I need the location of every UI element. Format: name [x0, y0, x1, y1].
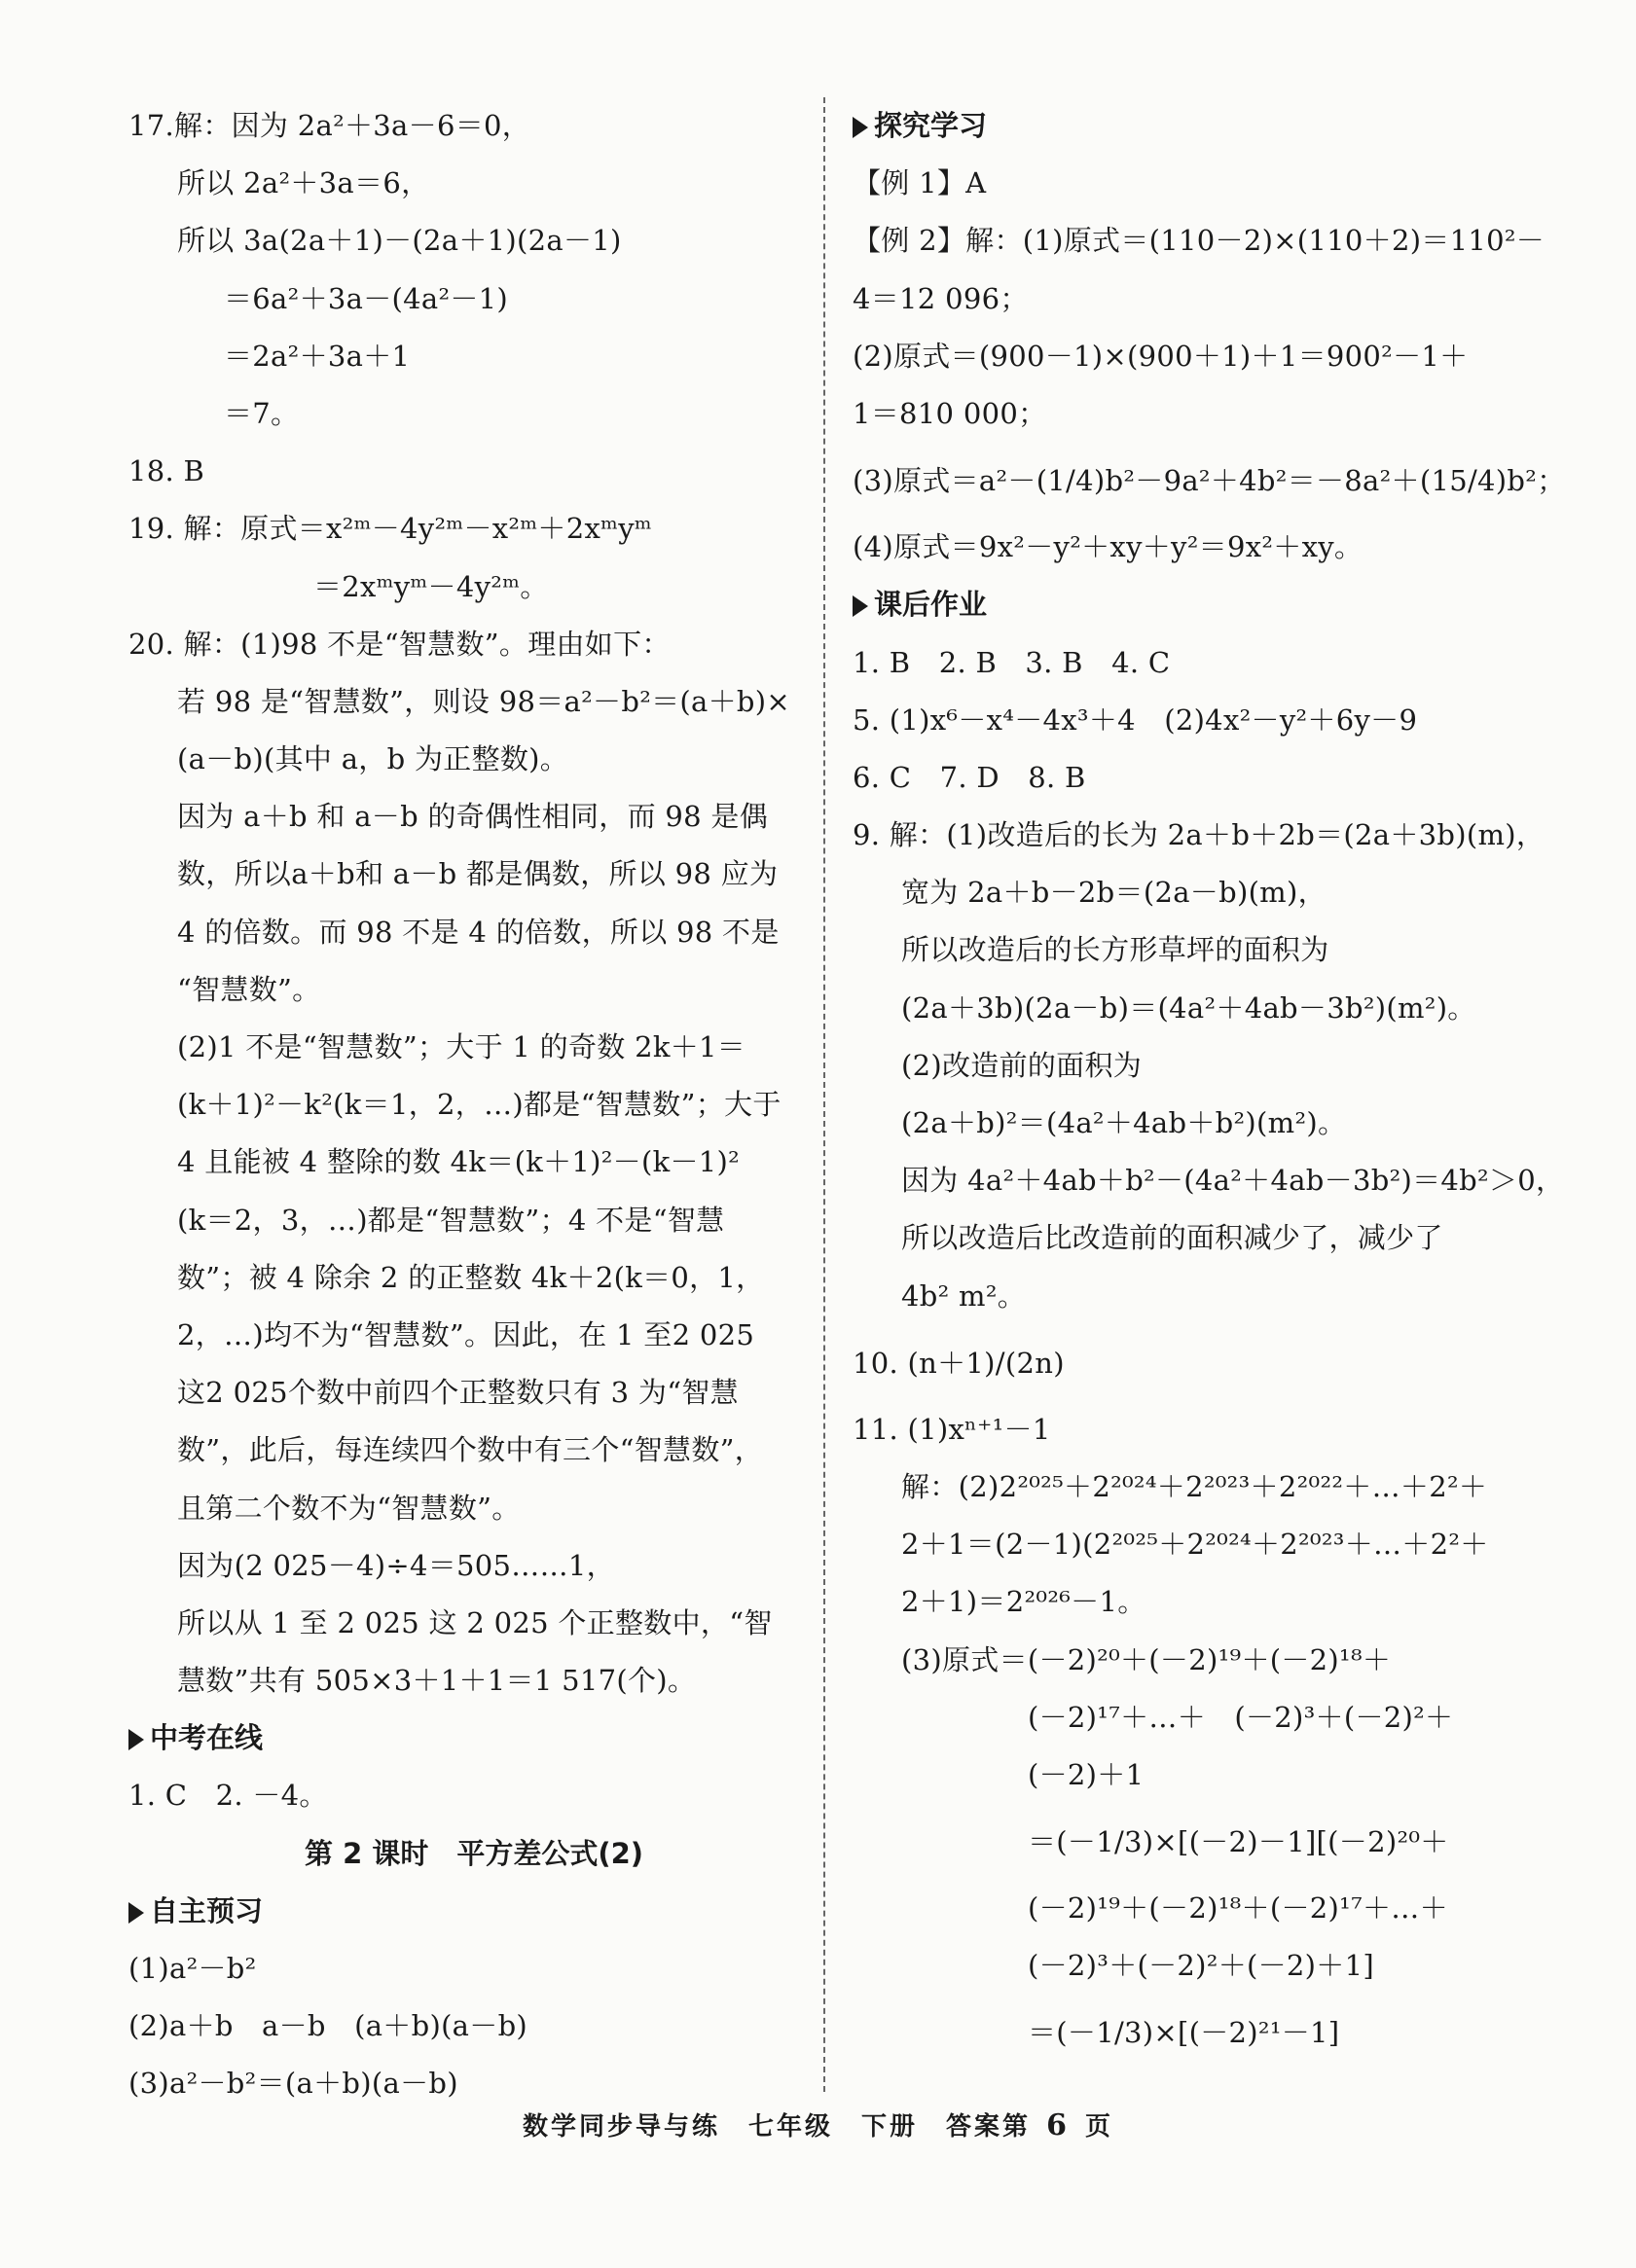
answer-line: 这2 025个数中前四个正整数只有 3 为“智慧 [177, 1376, 739, 1410]
section-heading [128, 1710, 800, 1767]
answer-line: (3)原式＝a²－(1/4)b²－9a²＋4b²＝－8a²＋(15/4)b²； [853, 464, 1566, 498]
answer-line: 2＋1)＝2²⁰²⁶－1。 [901, 1585, 1146, 1619]
answer-line: 慧数”共有 505×3＋1＋1＝1 517(个)。 [177, 1664, 697, 1698]
section-heading [853, 97, 1534, 155]
answer-line: 2，…)均不为“智慧数”。因此，在 1 至2 025 [177, 1317, 755, 1351]
answer-line: 2＋1＝(2－1)(2²⁰²⁵＋2²⁰²⁴＋2²⁰²³＋…＋2²＋ [901, 1528, 1489, 1562]
answer-line: 1. C 2. －4。 [128, 1779, 328, 1813]
triangle-bullet-icon [853, 595, 868, 617]
answer-line: (4)原式＝9x²－y²＋xy＋y²＝9x²＋xy。 [853, 530, 1363, 564]
section-heading [128, 1883, 800, 1940]
answer-line: 所以 2a²＋3a＝6， [177, 166, 430, 200]
answer-line: (2)1 不是“智慧数”；大于 1 的奇数 2k＋1＝ [177, 1030, 746, 1063]
column-divider [823, 97, 825, 2092]
answer-line: (－2)＋1 [1028, 1757, 1145, 1791]
right-column [853, 97, 1566, 2070]
footer-text: 数学同步导与练 七年级 下册 答案第 [522, 2112, 1031, 2142]
answer-line: (3)a²－b²＝(a＋b)(a－b) [128, 2067, 458, 2101]
answer-line: 4 且能被 4 整除的数 4k＝(k＋1)²－(k－1)² [177, 1145, 741, 1179]
answer-line: 4＝12 096； [853, 281, 1029, 315]
answer-line: (2a＋b)²＝(4a²＋4ab＋b²)(m²)。 [901, 1106, 1347, 1139]
section-heading-text: 课后作业 [874, 588, 988, 622]
answer-line: (2)改造前的面积为 [901, 1048, 1143, 1082]
answer-line: 9. 解：(1)改造后的长为 2a＋b＋2b＝(2a＋3b)(m)， [853, 818, 1545, 852]
answer-line: (－2)¹⁹＋(－2)¹⁸＋(－2)¹⁷＋…＋ [1028, 1891, 1448, 1926]
answer-line: 数”；被 4 除余 2 的正整数 4k＋2(k＝0，1， [177, 1260, 765, 1294]
section-heading-text: 探究学习 [874, 109, 988, 142]
answer-line: 【例 2】解：(1)原式＝(110－2)×(110＋2)＝110²－ [853, 224, 1545, 258]
left-column [128, 97, 800, 2113]
answer-line: 【例 1】A [853, 166, 987, 200]
answer-line: ＝6a²＋3a－(4a²－1) [224, 281, 509, 315]
answer-line: 4b² m²。 [901, 1278, 1027, 1313]
answer-line: 因为 4a²＋4ab＋b²－(4a²＋4ab－3b²)＝4b²＞0， [901, 1164, 1565, 1198]
answer-line: ＝2a²＋3a＋1 [224, 339, 411, 373]
answer-line: 因为(2 025－4)÷4＝505……1， [177, 1548, 615, 1582]
answer-line: 所以改造后比改造前的面积减少了，减少了 [901, 1221, 1443, 1255]
answer-line: 所以 3a(2a＋1)－(2a＋1)(2a－1) [177, 224, 622, 258]
triangle-bullet-icon [853, 117, 868, 138]
answer-line: 且第二个数不为“智慧数”。 [177, 1491, 521, 1525]
section-heading [853, 576, 1534, 633]
answer-line: 10. (n＋1)/(2n) [853, 1346, 1065, 1380]
answer-line: 4 的倍数。而 98 不是 4 的倍数，所以 98 不是 [177, 915, 780, 949]
answer-line: (－2)³＋(－2)²＋(－2)＋1] [1028, 1949, 1374, 1983]
answer-line: 17.解：因为 2a²＋3a－6＝0， [128, 109, 531, 142]
footer-page-label: 页 [1085, 2112, 1114, 2142]
answer-line: 数，所以a＋b和 a－b 都是偶数，所以 98 应为 [177, 857, 779, 891]
answer-line: ＝7。 [224, 396, 300, 430]
answer-line: (2a＋3b)(2a－b)＝(4a²＋4ab－3b²)(m²)。 [901, 990, 1476, 1025]
section-heading-text: 中考在线 [150, 1721, 264, 1755]
answer-line: (1)a²－b² [128, 1952, 257, 1985]
answer-line: 1＝810 000； [853, 396, 1047, 430]
section-heading-text: 自主预习 [150, 1893, 264, 1927]
answer-line: 所以从 1 至 2 025 这 2 025 个正整数中，“智 [177, 1605, 773, 1639]
answer-line: ＝2xᵐyᵐ－4y²ᵐ。 [313, 569, 549, 603]
answer-line: 宽为 2a＋b－2b＝(2a－b)(m)， [901, 876, 1327, 910]
answer-line: 因为 a＋b 和 a－b 的奇偶性相同，而 98 是偶 [177, 800, 769, 834]
answer-line: 19. 解：原式＝x²ᵐ－4y²ᵐ－x²ᵐ＋2xᵐyᵐ [128, 512, 652, 546]
answer-line: 20. 解：(1)98 不是“智慧数”。理由如下： [128, 627, 671, 661]
answer-line: 数”，此后，每连续四个数中有三个“智慧数”， [177, 1433, 764, 1467]
answer-line: (k＋1)²－k²(k＝1，2，…)都是“智慧数”；大于 [177, 1088, 782, 1122]
answer-line: (k＝2，3，…)都是“智慧数”；4 不是“智慧 [177, 1203, 725, 1237]
page-footer [0, 2106, 1636, 2142]
answer-line: 6. C 7. D 8. B [853, 760, 1086, 794]
answer-line: 所以改造后的长方形草坪的面积为 [901, 933, 1329, 967]
triangle-bullet-icon [128, 1729, 144, 1750]
answer-line: 11. (1)xⁿ⁺¹－1 [853, 1412, 1051, 1446]
page-number: 6 [1046, 2108, 1070, 2142]
answer-line: 1. B 2. B 3. B 4. C [853, 645, 1171, 679]
answer-line: 18. B [128, 454, 205, 488]
answer-line: 5. (1)x⁶－x⁴－4x³＋4 (2)4x²－y²＋6y－9 [853, 702, 1418, 737]
answer-line: ＝(－1/3)×[(－2)²¹－1] [1028, 2016, 1340, 2050]
answer-line: (a－b)(其中 a，b 为正整数)。 [177, 742, 569, 776]
answer-line: (2)原式＝(900－1)×(900＋1)＋1＝900²－1＋ [853, 339, 1469, 373]
triangle-bullet-icon [128, 1902, 144, 1924]
answer-line: “智慧数”。 [177, 972, 321, 1006]
lesson-title: 第 2 课时 平方差公式(2) [304, 1836, 644, 1870]
answer-line: (－2)¹⁷＋…＋ (－2)³＋(－2)²＋ [1028, 1700, 1454, 1734]
answer-line: (3)原式＝(－2)²⁰＋(－2)¹⁹＋(－2)¹⁸＋ [901, 1642, 1392, 1676]
answer-line: (2)a＋b a－b (a＋b)(a－b) [128, 2009, 528, 2043]
answer-line: ＝(－1/3)×[(－2)－1][(－2)²⁰＋ [1028, 1825, 1449, 1859]
answer-line: 解：(2)2²⁰²⁵＋2²⁰²⁴＋2²⁰²³＋2²⁰²²＋…＋2²＋ [901, 1469, 1488, 1503]
answer-line: 若 98 是“智慧数”，则设 98＝a²－b²＝(a＋b)× [177, 684, 790, 718]
